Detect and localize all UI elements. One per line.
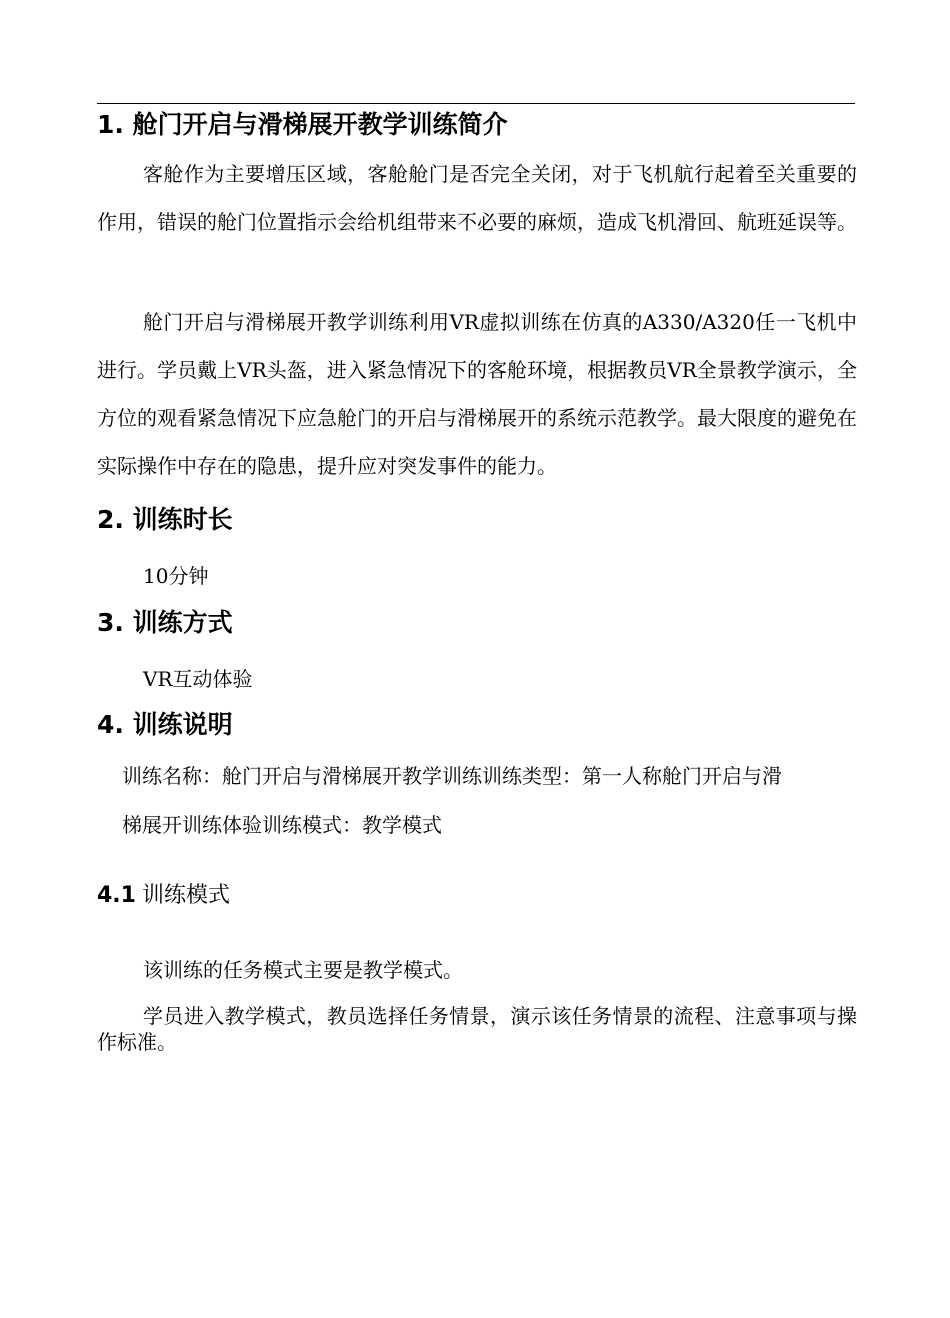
section-4-1-paragraph-1: 该训练的任务模式主要是教学模式。 (143, 958, 463, 982)
section-1-paragraph-2: 舱门开启与滑梯展开教学训练利用VR虚拟训练在仿真的A330/A320任一飞机中进行。学员戴上VR头盔，进入紧急情况下的客舱环境，根据教员VR全景教学演示，全方位的观看紧急情况下应急舱门的开启与滑梯展开的系统示范教学。最大限度的避免在实际操作中存在的隐患，提升应对突发事件的能力。 (97, 310, 857, 478)
section-3-heading: 3. 训练方式 (97, 608, 233, 637)
section-4-1-number: 4.1 (97, 883, 136, 908)
training-description-line-1: 训练名称：舱门开启与滑梯展开教学训练训练类型：第一人称舱门开启与滑 (122, 764, 782, 788)
training-description-line-2: 梯展开训练体验训练模式：教学模式 (122, 813, 442, 837)
section-1-heading: 1. 舱门开启与滑梯展开教学训练简介 (97, 110, 508, 139)
section-4-1-title: 训练模式 (141, 883, 230, 908)
section-1-paragraph-1: 客舱作为主要增压区域，客舱舱门是否完全关闭，对于飞机航行起着至关重要的作用，错误的舱门位置指示会给机组带来不必要的麻烦，造成飞机滑回、航班延误等。 (97, 162, 857, 234)
section-2-heading: 2. 训练时长 (97, 505, 233, 534)
training-method-value: VR互动体验 (143, 667, 253, 691)
section-4-1-paragraph-2: 学员进入教学模式，教员选择任务情景，演示该任务情景的流程、注意事项与操作标准。 (97, 1004, 857, 1054)
section-4-1-heading (97, 880, 230, 911)
training-duration-value: 10分钟 (143, 564, 209, 588)
section-4-heading: 4. 训练说明 (97, 710, 233, 739)
header-rule (97, 103, 855, 104)
